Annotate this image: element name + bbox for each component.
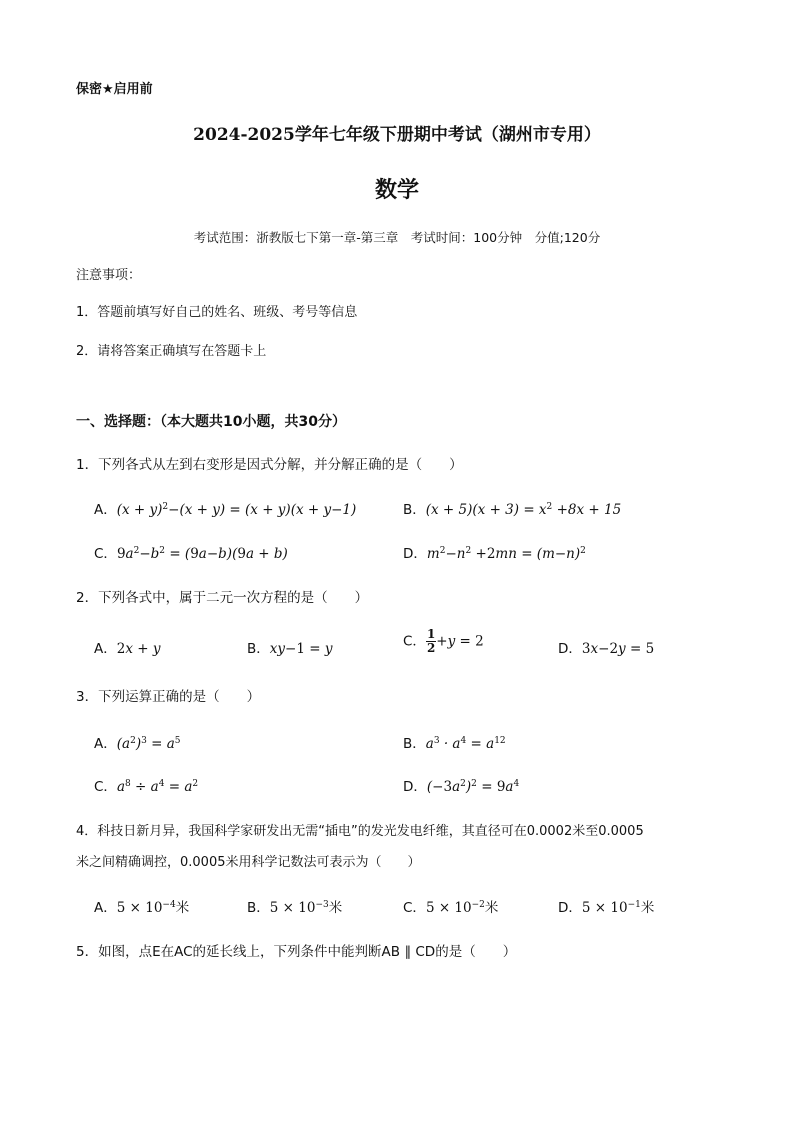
question-stem-5: 5．如图，点E在AC的延长线上，下列条件中能判断AB ∥ CD的是（ ） bbox=[76, 944, 517, 960]
fraction-one-half: $\frac{1}{2}$ bbox=[426, 627, 436, 655]
option-label: A． bbox=[94, 900, 117, 916]
option-math: $a^3 \cdot a^4 = a^{12}$ bbox=[425, 736, 506, 752]
question-stem-4-line-2: 米之间精确调控，0.0005米用科学记数法可表示为（ ） bbox=[76, 855, 421, 870]
question-1-option-d bbox=[403, 542, 586, 562]
option-label: A． bbox=[94, 736, 117, 752]
option-label: C． bbox=[403, 633, 426, 650]
notice-item: 1．答题前填写好自己的姓名、班级、考号等信息 bbox=[76, 305, 358, 320]
option-math: $(x + 5)(x + 3) = x^2 +8x + 15$ bbox=[425, 502, 622, 518]
option-label: A． bbox=[94, 502, 117, 518]
subject-title: 数学 bbox=[374, 178, 419, 203]
option-unit: 米 bbox=[328, 900, 343, 916]
option-math: $m^2-n^2 +2mn = (m-n)^2$ bbox=[426, 546, 586, 562]
option-unit: 米 bbox=[175, 900, 190, 916]
option-label: D． bbox=[403, 779, 427, 795]
option-label: B． bbox=[403, 736, 426, 752]
exam-scope-info: 考试范围：浙教版七下第一章-第三章 考试时间：100分钟 分值;120分 bbox=[193, 230, 601, 245]
question-4-option-b bbox=[247, 896, 342, 916]
option-math: $(a^2)^3 = a^5$ bbox=[116, 736, 181, 752]
question-4-option-d bbox=[558, 896, 654, 916]
option-label: D． bbox=[403, 546, 427, 562]
option-label: C． bbox=[403, 900, 426, 916]
question-1-option-b bbox=[403, 498, 621, 518]
question-1-option-a bbox=[94, 498, 356, 518]
option-label: A． bbox=[94, 641, 117, 657]
question-1-option-c bbox=[94, 542, 288, 562]
notice-item: 2．请将答案正确填写在答题卡上 bbox=[76, 344, 267, 359]
question-3-option-c bbox=[94, 775, 198, 795]
option-math: $5 \times 10^{-4}$ bbox=[116, 900, 176, 916]
question-stem-3: 3．下列运算正确的是（ ） bbox=[76, 689, 261, 705]
option-label: D． bbox=[558, 641, 582, 657]
question-4-option-c bbox=[403, 896, 498, 916]
option-label: B． bbox=[403, 502, 426, 518]
option-label: D． bbox=[558, 900, 582, 916]
question-2-option-c bbox=[403, 628, 484, 655]
question-2-option-d bbox=[558, 637, 654, 657]
option-math: $(x + y)^2-(x + y) = (x + y)(x + y-1)$ bbox=[116, 502, 357, 518]
question-2-option-a bbox=[94, 637, 160, 657]
question-4-option-a bbox=[94, 896, 189, 916]
option-label: C． bbox=[94, 546, 117, 562]
option-label: C． bbox=[94, 779, 117, 795]
question-stem-4-line-1: 4．科技日新月异，我国科学家研发出无需“插电”的发光发电纤维，其直径可在0.0002米至0.0005 bbox=[76, 824, 644, 839]
option-math: $5 \times 10^{-3}$ bbox=[269, 900, 329, 916]
option-math: $5 \times 10^{-1}$ bbox=[581, 900, 641, 916]
option-label: B． bbox=[247, 900, 270, 916]
option-math: $5 \times 10^{-2}$ bbox=[425, 900, 485, 916]
exam-title: 2024-2025学年七年级下册期中考试（湖州市专用） bbox=[193, 125, 601, 145]
question-3-option-b bbox=[403, 732, 506, 752]
question-stem-1: 1．下列各式从左到右变形是因式分解，并分解正确的是（ ） bbox=[76, 457, 463, 473]
question-2-option-b bbox=[247, 637, 332, 657]
question-stem-2: 2．下列各式中，属于二元一次方程的是（ ） bbox=[76, 590, 369, 606]
question-3-option-a bbox=[94, 732, 181, 752]
option-math: +y = 2 bbox=[436, 633, 484, 650]
option-math: 3x−2y = 5 bbox=[581, 641, 655, 657]
confidential-label: 保密★启用前 bbox=[76, 82, 153, 97]
option-math: 2x + y bbox=[116, 641, 161, 657]
option-unit: 米 bbox=[484, 900, 499, 916]
option-unit: 米 bbox=[640, 900, 655, 916]
section-heading: 一、选择题：（本大题共10小题，共30分） bbox=[76, 414, 346, 430]
question-3-option-d bbox=[403, 775, 519, 795]
option-math: xy−1 = y bbox=[269, 641, 333, 657]
notice-heading: 注意事项： bbox=[76, 268, 142, 283]
option-label: B． bbox=[247, 641, 270, 657]
option-math: $a^8 \div a^4 = a^2$ bbox=[116, 779, 199, 795]
option-math: $(-3a^2)^2 = 9a^4$ bbox=[426, 779, 520, 795]
option-math: $9a^2-b^2 = (9a-b)(9a + b)$ bbox=[116, 546, 288, 562]
